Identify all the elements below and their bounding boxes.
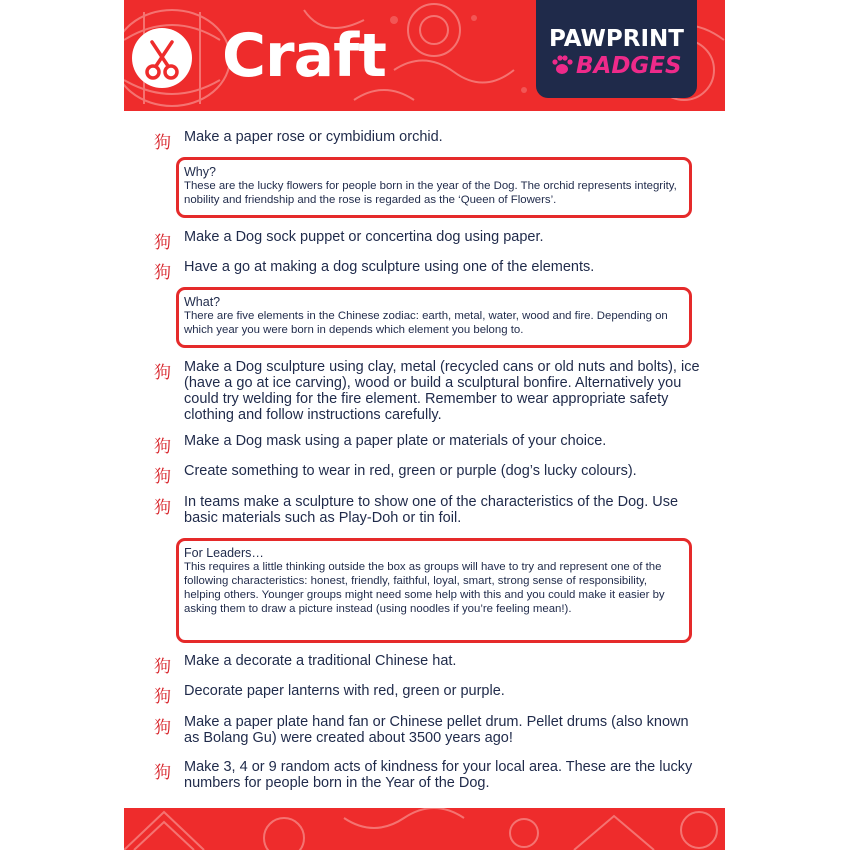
item-text: Make a Dog mask using a paper plate or materials of your choice. bbox=[184, 433, 607, 449]
dog-character-bullet-icon: 狗 bbox=[154, 363, 171, 383]
footer-banner bbox=[124, 808, 725, 850]
info-box-text: These are the lucky flowers for people born in the year of the Dog. The orchid represents integrity, nobility and friendship and the rose is regarded as the ‘Queen of Flowers’. bbox=[184, 180, 677, 206]
scissors-icon bbox=[132, 28, 192, 88]
paw-icon bbox=[550, 53, 574, 77]
info-box-why bbox=[176, 157, 692, 218]
craft-page bbox=[124, 0, 725, 850]
item-text: In teams make a sculpture to show one of the characteristics of the Dog. Use basic materials such as Play-Doh or tin foil. bbox=[184, 494, 679, 526]
info-box-what bbox=[176, 287, 692, 348]
item-text: Create something to wear in red, green or purple (dog’s lucky colours). bbox=[184, 463, 637, 479]
info-box-for-leaders bbox=[176, 538, 692, 643]
dog-character-bullet-icon: 狗 bbox=[154, 233, 171, 253]
item-text: Make a paper rose or cymbidium orchid. bbox=[184, 129, 443, 145]
page-title: Craft bbox=[222, 21, 386, 91]
dog-character-bullet-icon: 狗 bbox=[154, 718, 171, 738]
dog-character-bullet-icon: 狗 bbox=[154, 687, 171, 707]
dog-character-bullet-icon: 狗 bbox=[154, 657, 171, 677]
pawprint-badges-logo bbox=[536, 0, 697, 98]
item-text: Make a Dog sock puppet or concertina dog using paper. bbox=[184, 229, 544, 245]
dog-character-bullet-icon: 狗 bbox=[154, 437, 171, 457]
dog-character-bullet-icon: 狗 bbox=[154, 763, 171, 783]
dog-character-bullet-icon: 狗 bbox=[154, 263, 171, 283]
info-box-title: For Leaders… bbox=[184, 546, 264, 560]
item-text: Decorate paper lanterns with red, green or purple. bbox=[184, 683, 505, 699]
item-text: Make a Dog sculpture using clay, metal (recycled cans or old nuts and bolts), ice (have a go at ice carving), wood or build a sculptural bonfire. Alternatively you could try welding for the fire element. Remember to wear appropriate safety clothing and follow instructions carefully. bbox=[184, 359, 700, 423]
info-box-text: There are five elements in the Chinese zodiac: earth, metal, water, wood and fire. Depending on which year you were born in depends which element you belong to. bbox=[184, 310, 668, 336]
header-banner bbox=[124, 0, 725, 111]
logo-text-badges: BADGES bbox=[576, 53, 682, 79]
item-text: Make a decorate a traditional Chinese hat. bbox=[184, 653, 457, 669]
item-text: Make a paper plate hand fan or Chinese pellet drum. Pellet drums (also known as Bolang Gu) were created about 3500 years ago! bbox=[184, 714, 689, 746]
item-text: Have a go at making a dog sculpture using one of the elements. bbox=[184, 259, 595, 275]
dog-character-bullet-icon: 狗 bbox=[154, 498, 171, 518]
info-box-title: Why? bbox=[184, 165, 216, 179]
info-box-title: What? bbox=[184, 295, 221, 309]
footer-pattern-decoration bbox=[124, 808, 725, 850]
logo-text-pawprint: PAWPRINT bbox=[549, 26, 684, 52]
item-text: Make 3, 4 or 9 random acts of kindness for your local area. These are the lucky numbers for people born in the Year of the Dog. bbox=[184, 759, 693, 791]
info-box-text: This requires a little thinking outside the box as groups will have to try and represent one of the following characteristics: honest, friendly, faithful, loyal, smart, strong sense of responsibility, helping others. Younger groups might need some help with this and you could make it easier by asking them to draw a picture instead (using noodles if you’re feeling mean!). bbox=[184, 561, 665, 615]
dog-character-bullet-icon: 狗 bbox=[154, 467, 171, 487]
dog-character-bullet-icon: 狗 bbox=[154, 133, 171, 153]
